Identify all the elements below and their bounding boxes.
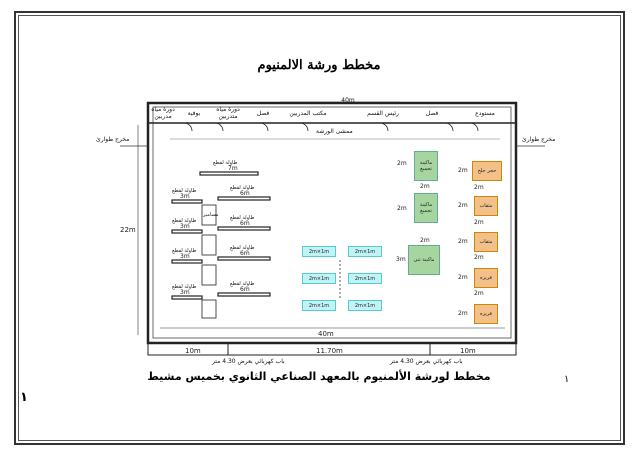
machine-assembly-2: ماكينة تجميع <box>414 193 438 223</box>
bench-5-side-dim: 3m <box>180 289 190 296</box>
door-label-left: باب كهربائي بعرض 4.30 متر <box>212 358 285 365</box>
hall-label: ممشى الورشة <box>316 128 353 135</box>
room-trainee-wc: دورة مياه متدربين <box>216 106 240 120</box>
dim-22m: 22m <box>120 226 136 234</box>
cyan-table-6: 2m×1m <box>348 300 382 311</box>
dim-40m-bottom: 40m <box>318 330 334 338</box>
room-trainers-office: مكتب المدربين <box>289 109 327 117</box>
bench-4-dim: 6m <box>240 250 250 257</box>
machine-assembly-1: ماكينة تجميع <box>414 151 438 181</box>
bench-2-side-label: طاولة لقطع <box>172 188 197 194</box>
green-gap-2: 2m <box>420 237 430 244</box>
bench-1-dim: 7m <box>228 165 238 172</box>
room-dept-head: رئيس القسم <box>367 109 399 117</box>
bench-2-dim: 6m <box>240 190 250 197</box>
dim-1170m: 11.70m <box>316 347 343 355</box>
bench-3-dim: 6m <box>240 220 250 227</box>
machine-drill-1-dim: 2m <box>458 202 468 209</box>
dim-10m-right: 10m <box>460 347 476 355</box>
orange-gap-3: 2m <box>474 254 484 261</box>
page-number-outer: ١ <box>20 390 28 405</box>
cyan-table-3: 2m×1m <box>302 273 336 284</box>
emergency-exit-right: مخرج طوارئ <box>522 136 556 143</box>
bench-3-label: طاولة لقطع <box>230 215 255 221</box>
room-class-2: فصل <box>425 109 439 117</box>
machine-bending: ماكينة ثنى <box>408 245 440 275</box>
cyan-table-5: 2m×1m <box>302 300 336 311</box>
emergency-exit-left: مخرج طوارئ <box>96 136 130 143</box>
plan-caption: مخطط لورشة الألمنيوم بالمعهد الصناعي الثانوي بخميس مشيط <box>147 370 491 383</box>
cyan-table-4: 2m×1m <box>348 273 382 284</box>
orange-gap-4: 2m <box>474 290 484 297</box>
cyan-table-1: 2m×1m <box>302 246 336 257</box>
page-number-inner: ١ <box>564 374 570 385</box>
door-label-right: باب كهربائي بعرض 4.30 متر <box>390 358 463 365</box>
machine-mill-1: فريزه <box>474 268 498 288</box>
orange-gap-2: 2m <box>474 219 484 226</box>
bench-1-label: طاولة لقطع <box>213 160 238 166</box>
orange-gap-1: 2m <box>474 184 484 191</box>
machine-mill-1-dim: 2m <box>458 274 468 281</box>
machine-grinder: حجر جلخ <box>472 161 502 181</box>
page-title: مخطط ورشة الالمنيوم <box>257 58 381 73</box>
bench-4-side-label: طاولة لقطع <box>172 248 197 254</box>
bench-3-side-label: طاولة لقطع <box>172 218 197 224</box>
bench-5-label: طاولة لقطع <box>230 281 255 287</box>
dim-40m-top: 40m <box>341 96 355 104</box>
bench-4-side-dim: 3m <box>180 253 190 260</box>
machine-bending-dim: 3m <box>396 256 406 263</box>
cyan-table-2: 2m×1m <box>348 246 382 257</box>
machine-assembly-2-dim: 2m <box>397 205 407 212</box>
machine-drill-2-dim: 2m <box>458 238 468 245</box>
bench-2-side-dim: 3m <box>180 193 190 200</box>
machine-drill-1: مثقاب <box>474 196 498 216</box>
room-pantry: بوفية <box>187 109 201 117</box>
rooms-strip <box>148 96 516 123</box>
machine-drill-2: مثقاب <box>474 232 498 252</box>
room-storage: مستودع <box>475 109 495 117</box>
bench-4-label: طاولة لقطع <box>230 245 255 251</box>
stand-tag: مسامير <box>203 212 219 218</box>
room-class-1: فصل <box>256 109 270 117</box>
bench-5-dim: 6m <box>240 286 250 293</box>
machine-mill-2-dim: 2m <box>458 310 468 317</box>
dim-10m-left: 10m <box>185 347 201 355</box>
room-trainer-wc: دورة مياه مدربين <box>151 106 175 120</box>
bench-3-side-dim: 3m <box>180 223 190 230</box>
bench-5-side-label: طاولة لقطع <box>172 284 197 290</box>
machine-assembly-1-dim: 2m <box>397 160 407 167</box>
machine-mill-2: فريزه <box>474 304 498 324</box>
machine-grinder-dim: 2m <box>458 167 468 174</box>
bench-2-label: طاولة لقطع <box>230 185 255 191</box>
green-gap-1: 2m <box>420 183 430 190</box>
